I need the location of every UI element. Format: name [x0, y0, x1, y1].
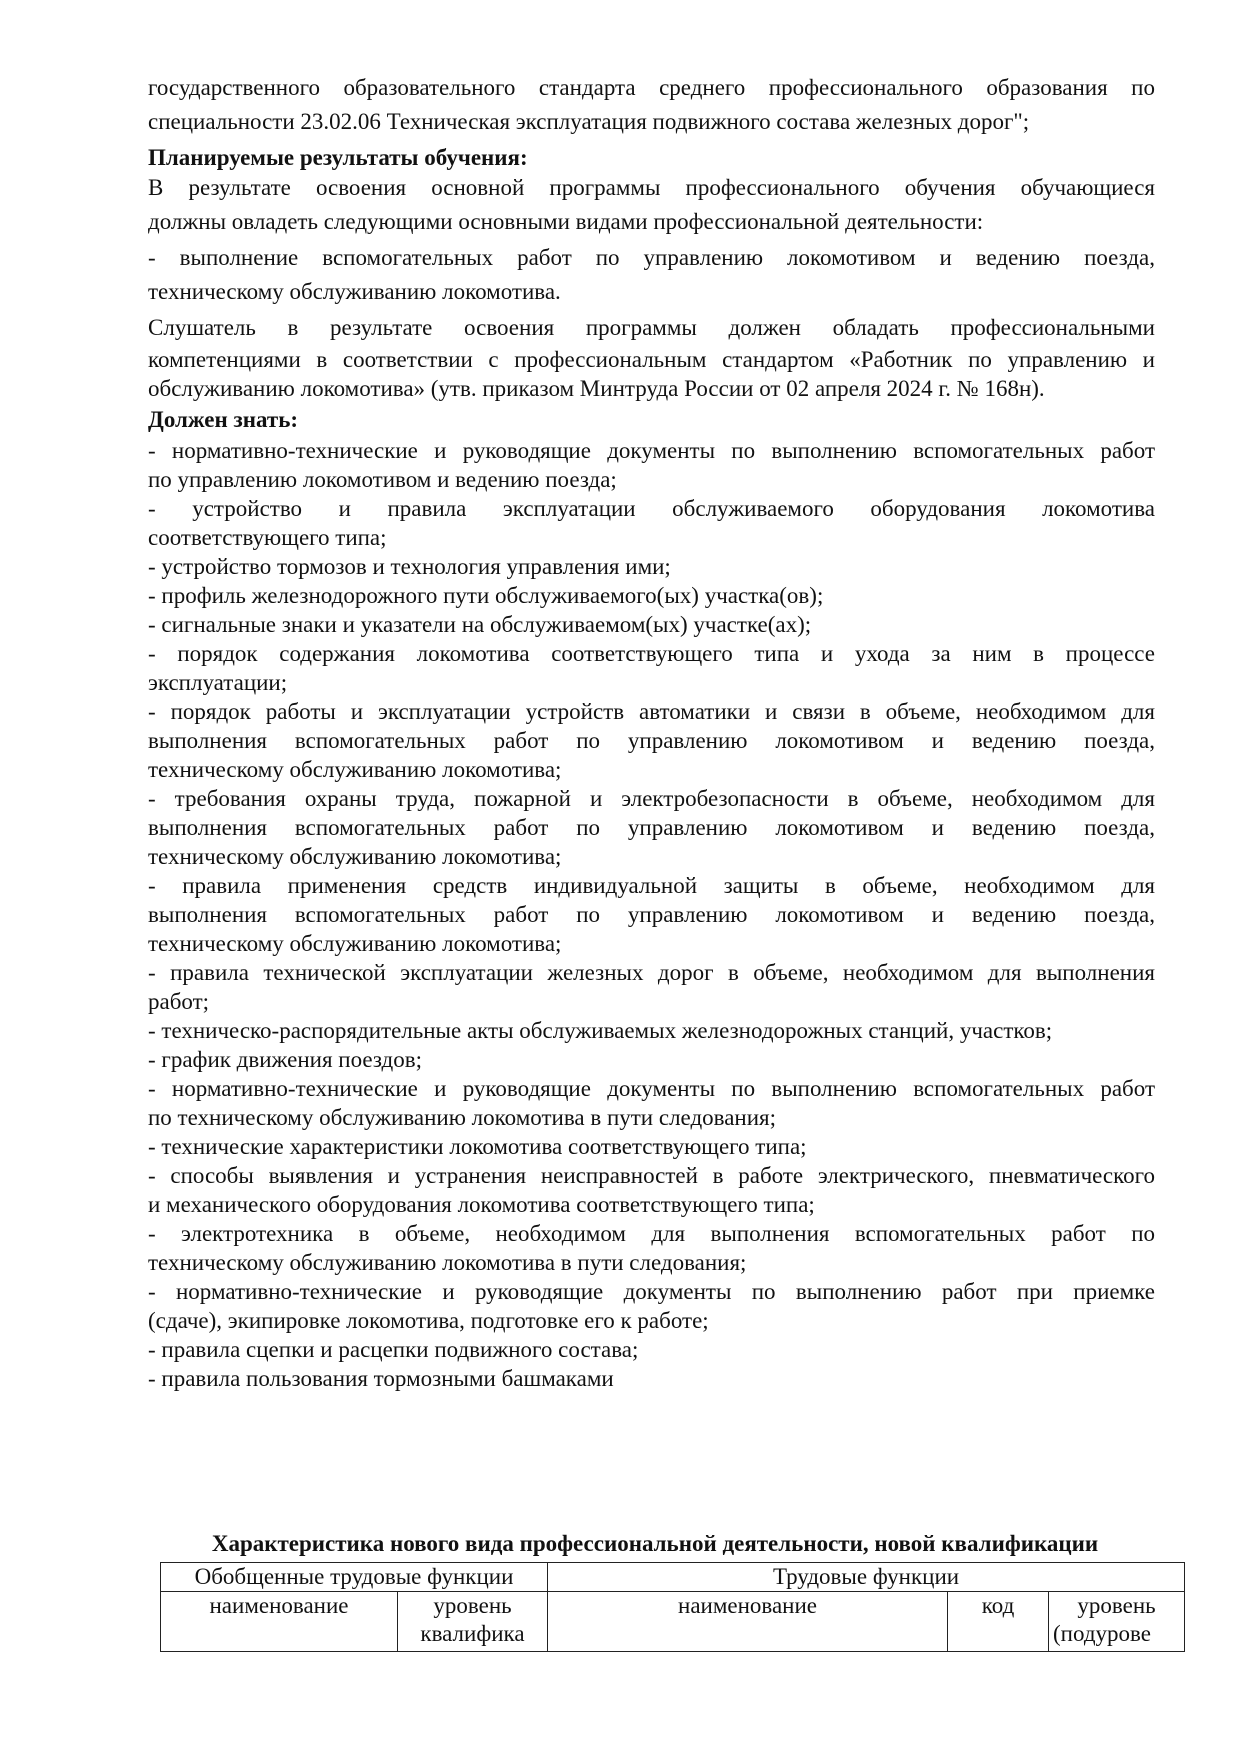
subheader-function-name [548, 1592, 948, 1652]
list-item-line: - нормативно-технические и руководящие документы по выполнению вспомогательных работ [148, 1076, 1155, 1101]
cell-text: (подурове [1053, 1621, 1151, 1646]
paragraph-line: специальности 23.02.06 Техническая эксплуатация подвижного состава железных дорог"; [148, 109, 1030, 134]
subheader-code [948, 1592, 1049, 1652]
cell-text: наименование [678, 1593, 818, 1618]
paragraph-line: должны овладеть следующими основными видами профессиональной деятельности: [148, 209, 984, 234]
subheader-level [1049, 1592, 1185, 1652]
cell-text: уровень [433, 1593, 512, 1618]
cell-text: квалифика [420, 1621, 525, 1646]
list-item-line: выполнения вспомогательных работ по управлению локомотивом и ведению поезда, [148, 902, 1155, 927]
paragraph-line: компетенциями в соответствии с профессиональным стандартом «Работник по управлению и [148, 347, 1155, 372]
list-item-line: техническому обслуживанию локомотива в пути следования; [148, 1250, 747, 1275]
cell-text: наименование [209, 1593, 349, 1618]
list-item-line: - порядок содержания локомотива соответствующего типа и ухода за ним в процессе [148, 641, 1155, 666]
list-item-line: - нормативно-технические и руководящие документы по выполнению работ при приемке [148, 1279, 1155, 1304]
header-labor-functions: Трудовые функции [548, 1563, 1185, 1592]
list-item-line: - требования охраны труда, пожарной и электробезопасности в объеме, необходимом для [148, 786, 1155, 811]
paragraph-line: Слушатель в результате освоения программы должен обладать профессиональными [148, 315, 1155, 340]
paragraph-line: государственного образовательного стандарта среднего профессионального образования по [148, 75, 1155, 100]
list-item-line: - устройство и правила эксплуатации обслуживаемого оборудования локомотива [148, 496, 1155, 521]
list-item-line: - профиль железнодорожного пути обслуживаемого(ых) участка(ов); [148, 583, 824, 608]
section-heading: Должен знать: [148, 407, 299, 432]
list-item-line: - технические характеристики локомотива соответствующего типа; [148, 1134, 807, 1159]
list-item-line: техническому обслуживанию локомотива; [148, 931, 562, 956]
header-generalized-functions: Обобщенные трудовые функции [161, 1563, 548, 1592]
list-item-line: выполнения вспомогательных работ по управлению локомотивом и ведению поезда, [148, 728, 1155, 753]
list-item-line: - устройство тормозов и технология управления ими; [148, 554, 671, 579]
paragraph-line: техническому обслуживанию локомотива. [148, 279, 561, 304]
paragraph-line: обслуживанию локомотива» (утв. приказом Минтруда России от 02 апреля 2024 г. № 168н). [148, 376, 1045, 401]
table-title: Характеристика нового вида профессиональной деятельности, новой квалификации [211, 1531, 1099, 1556]
list-item-line: - сигнальные знаки и указатели на обслуживаемом(ых) участке(ах); [148, 612, 812, 637]
list-item-line: эксплуатации; [148, 670, 288, 695]
list-item-line: - техническо-распорядительные акты обслуживаемых железнодорожных станций, участков; [148, 1018, 1053, 1043]
list-item-line: - правила технической эксплуатации железных дорог в объеме, необходимом для выполнения [148, 960, 1155, 985]
paragraph-line: - выполнение вспомогательных работ по управлению локомотивом и ведению поезда, [148, 245, 1155, 270]
list-item-line: - способы выявления и устранения неисправностей в работе электрического, пневматического [148, 1163, 1155, 1188]
paragraph-line: В результате освоения основной программы профессионального обучения обучающиеся [148, 175, 1155, 200]
list-item-line: техническому обслуживанию локомотива; [148, 757, 562, 782]
subheader-qualification-level [398, 1592, 548, 1652]
list-item-line: и механического оборудования локомотива соответствующего типа; [148, 1192, 815, 1217]
list-item-line: - правила сцепки и расцепки подвижного состава; [148, 1337, 639, 1362]
list-item-line: - правила применения средств индивидуальной защиты в объеме, необходимом для [148, 873, 1155, 898]
cell-text: уровень [1077, 1593, 1156, 1618]
list-item-line: по техническому обслуживанию локомотива в пути следования; [148, 1105, 777, 1130]
list-item-line: по управлению локомотивом и ведению поезда; [148, 467, 617, 492]
list-item-line: - нормативно-технические и руководящие документы по выполнению вспомогательных работ [148, 438, 1155, 463]
list-item-line: - порядок работы и эксплуатации устройств автоматики и связи в объеме, необходимом для [148, 699, 1155, 724]
qualification-table [160, 1562, 1185, 1652]
list-item-line: - правила пользования тормозными башмаками [148, 1366, 614, 1391]
subheader-name [161, 1592, 398, 1652]
list-item-line: - электротехника в объеме, необходимом для выполнения вспомогательных работ по [148, 1221, 1155, 1246]
list-item-line: работ; [148, 989, 210, 1014]
cell-text: код [981, 1593, 1015, 1618]
list-item-line: выполнения вспомогательных работ по управлению локомотивом и ведению поезда, [148, 815, 1155, 840]
list-item-line: соответствующего типа; [148, 525, 387, 550]
list-item-line: - график движения поездов; [148, 1047, 423, 1072]
list-item-line: техническому обслуживанию локомотива; [148, 844, 562, 869]
section-heading: Планируемые результаты обучения: [148, 145, 528, 170]
list-item-line: (сдаче), экипировке локомотива, подготовке его к работе; [148, 1308, 709, 1333]
